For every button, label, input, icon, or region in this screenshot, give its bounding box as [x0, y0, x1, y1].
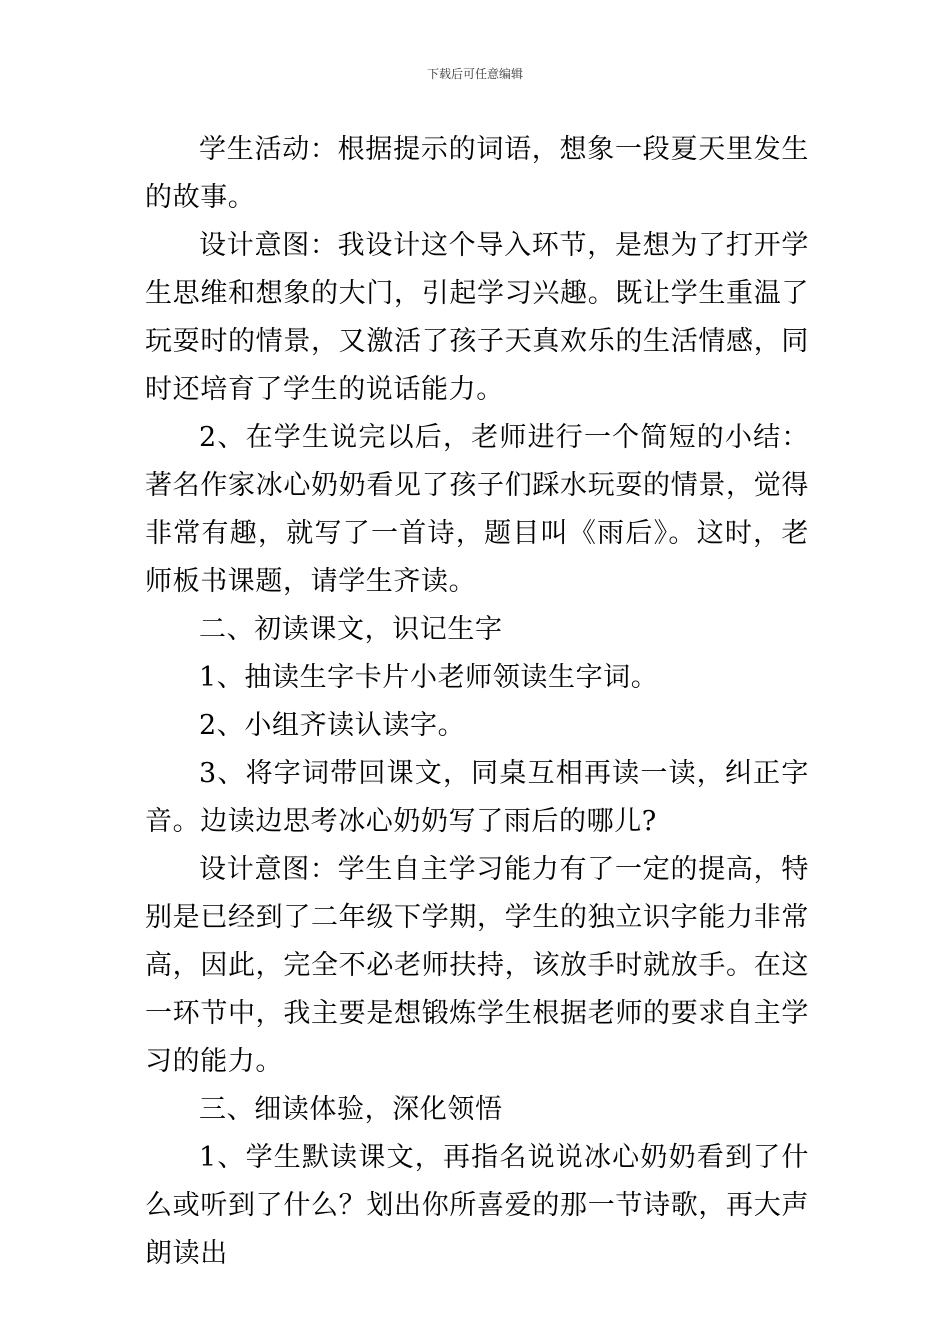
paragraph-step-2-summary: 2、在学生说完以后，老师进行一个简短的小结：著名作家冰心奶奶看见了孩子们踩水玩耍的情景，觉得非常有趣，就写了一首诗，题目叫《雨后》。这时，老师板书课题，请学生齐读。: [145, 422, 809, 597]
paragraph-step-1-cards: 1、抽读生字卡片小老师领读生字词。: [199, 662, 659, 693]
paragraph-student-activity: 学生活动：根据提示的词语，想象一段夏天里发生的故事。: [145, 134, 809, 213]
paragraph-design-intent-2: 设计意图：学生自主学习能力有了一定的提高，特别是已经到了二年级下学期，学生的独立识字能力非常高，因此，完全不必老师扶持，该放手时就放手。在这一环节中，我主要是想锻炼学生根据老师的要求自主学习的能力。: [145, 854, 809, 1077]
paragraph-design-intent-1: 设计意图：我设计这个导入环节，是想为了打开学生思维和想象的大门，引起学习兴趣。既让学生重温了玩耍时的情景，又激活了孩子天真欢乐的生活情感，同时还培育了学生的说话能力。: [145, 230, 809, 405]
paragraph-step-3-words: 3、将字词带回课文，同桌互相再读一读，纠正字音。边读边思考冰心奶奶写了雨后的哪儿?: [145, 758, 809, 837]
paragraph-step-1-silent-reading: 1、学生默读课文，再指名说说冰心奶奶看到了什么或听到了什么？划出你所喜爱的那一节诗歌，再大声朗读出: [145, 1142, 809, 1269]
document-body: [145, 126, 809, 1278]
page-header-note: 下载后可任意编辑: [426, 67, 523, 81]
section-heading-first-reading: 二、初读课文，识记生字: [199, 614, 503, 645]
paragraph-step-2-group: 2、小组齐读认读字。: [199, 710, 466, 741]
section-heading-close-reading: 三、细读体验，深化领悟: [199, 1094, 503, 1125]
